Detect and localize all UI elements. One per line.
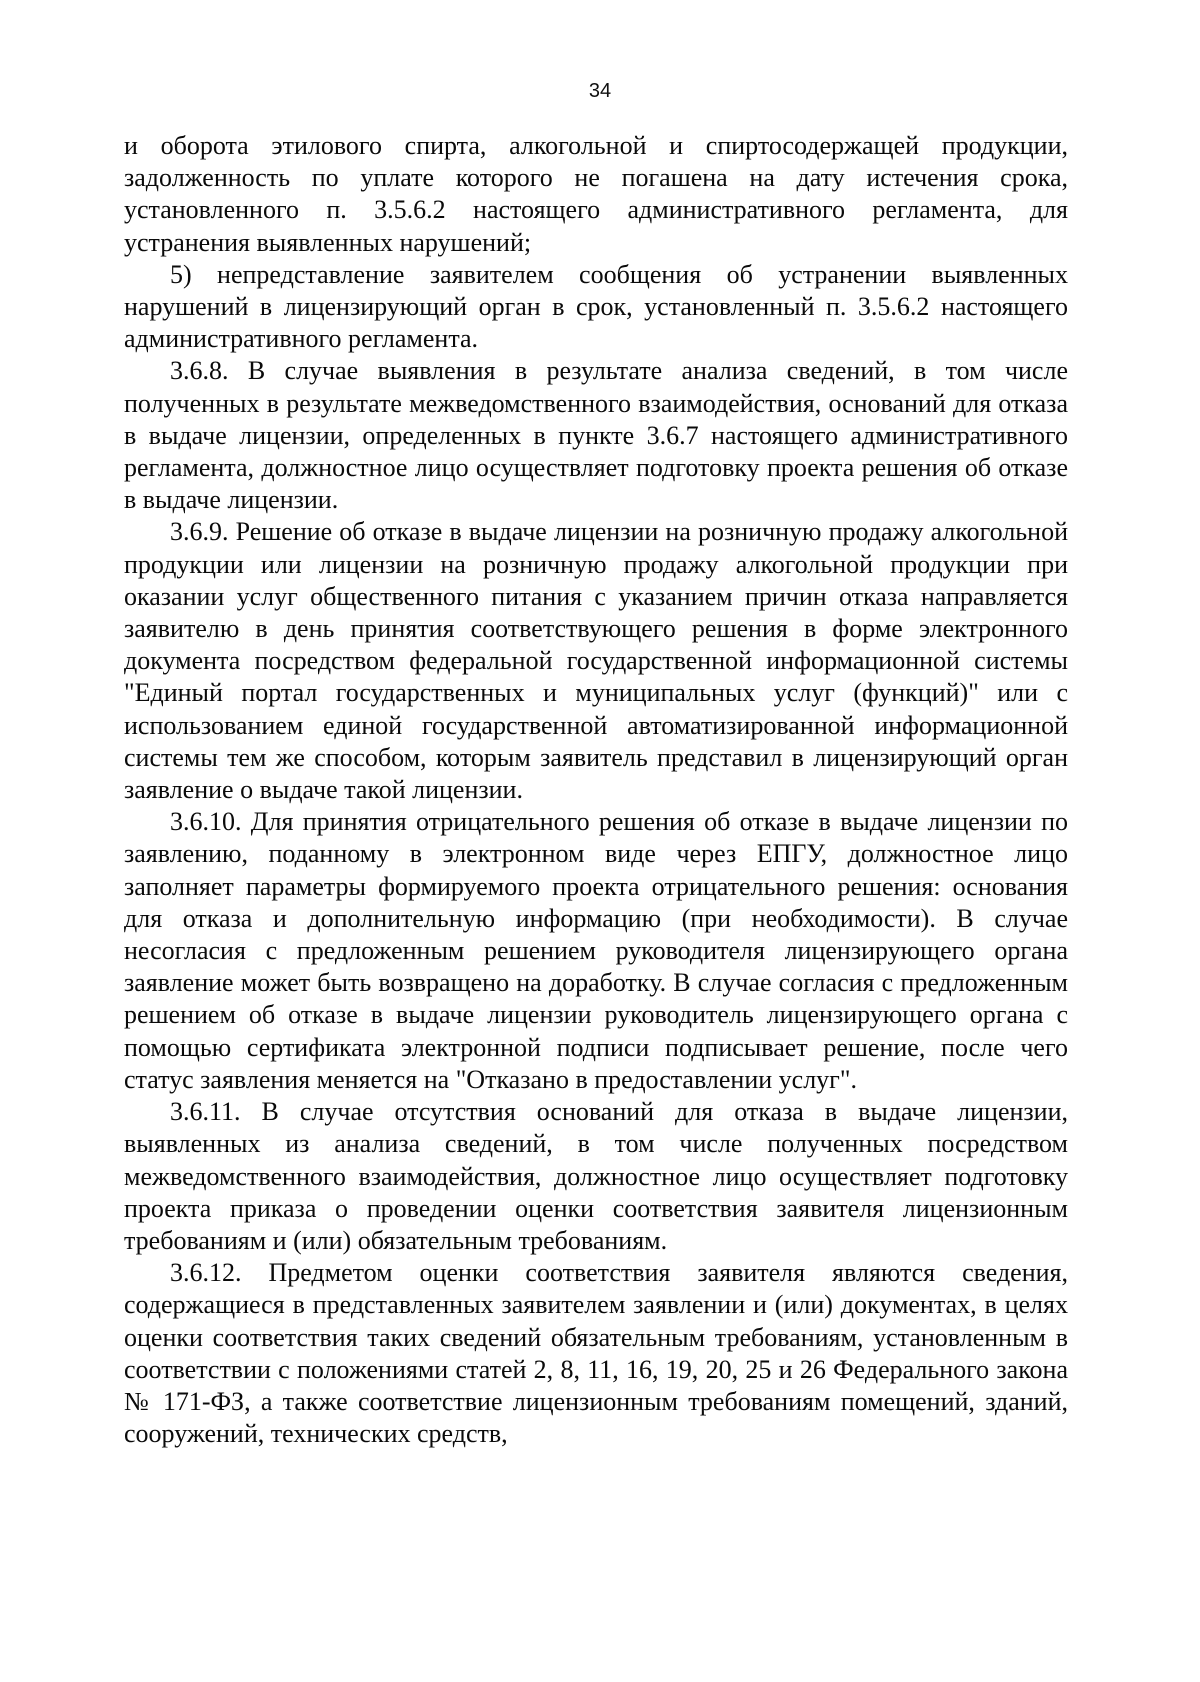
paragraph-item-5: 5) непредставление заявителем сообщения об устранении выявленных нарушений в лицензирующий орган в срок, установленный п. 3.5.6.2 настоящего административного регламента.	[124, 259, 1068, 354]
paragraph-continuation: и оборота этилового спирта, алкогольной и спиртосодержащей продукции, задолженность по уплате которого не погашена на дату истечения срока, установленного п. 3.5.6.2 настоящего административного регламента, для устранения выявленных нарушений;	[124, 131, 1068, 257]
paragraph-3-6-12: 3.6.12. Предметом оценки соответствия заявителя являются сведения, содержащиеся в представленных заявителем заявлении и (или) документах, в целях оценки соответствия таких сведений обязательным требованиям, установленным в соответствии с положениями статей 2, 8, 11, 16, 19, 20, 25 и 26 Федерального закона № 171-ФЗ, а также соответствие лицензионным требованиям помещений, зданий, сооружений, технических средств,	[124, 1258, 1068, 1449]
paragraph-3-6-9: 3.6.9. Решение об отказе в выдаче лицензии на розничную продажу алкогольной продукции или лицензии на розничную продажу алкогольной продукции при оказании услуг общественного питания с указанием причин отказа направляется заявителю в день принятия соответствующего решения в форме электронного документа посредством федеральной государственной информационной системы "Единый портал государственных и муниципальных услуг (функций)" или с использованием единой государственной автоматизированной информационной системы тем же способом, которым заявитель представил в лицензирующий орган заявление о выдаче такой лицензии.	[124, 517, 1068, 805]
paragraph-3-6-10: 3.6.10. Для принятия отрицательного решения об отказе в выдаче лицензии по заявлению, поданному в электронном виде через ЕПГУ, должностное лицо заполняет параметры формируемого проекта отрицательного решения: основания для отказа и дополнительную информацию (при необходимости). В случае несогласия с предложенным решением руководителя лицензирующего органа заявление может быть возвращено на доработку. В случае согласия с предложенным решением об отказе в выдаче лицензии руководитель лицензирующего органа с помощью сертификата электронной подписи подписывает решение, после чего статус заявления меняется на "Отказано в предоставлении услуг".	[124, 807, 1068, 1094]
document-body	[124, 130, 1068, 1450]
paragraph-3-6-8: 3.6.8. В случае выявления в результате анализа сведений, в том числе полученных в результате межведомственного взаимодействия, оснований для отказа в выдаче лицензии, определенных в пункте 3.6.7 настоящего административного регламента, должностное лицо осуществляет подготовку проекта решения об отказе в выдаче лицензии.	[124, 356, 1068, 515]
paragraph-3-6-11: 3.6.11. В случае отсутствия оснований для отказа в выдаче лицензии, выявленных из анализа сведений, в том числе полученных посредством межведомственного взаимодействия, должностное лицо осуществляет подготовку проекта приказа о проведении оценки соответствия заявителя лицензионным требованиям и (или) обязательным требованиям.	[124, 1097, 1068, 1255]
page-number: 34	[588, 80, 612, 102]
